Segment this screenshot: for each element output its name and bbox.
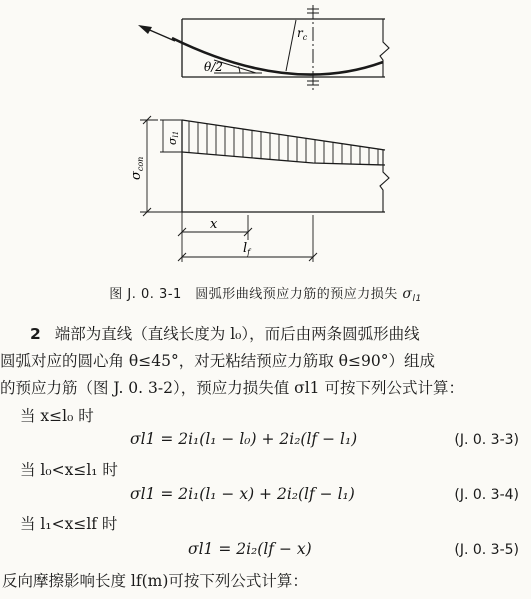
lf-dimension-label: $l_f$ xyxy=(243,241,251,257)
sigma-l1-label: σl1 xyxy=(166,130,180,145)
prestress-loss-figure xyxy=(0,0,531,280)
theta-half-label: θ/2 xyxy=(204,60,223,74)
figure-caption-symbol: σ xyxy=(402,286,413,302)
equation-number-3: (J. 0. 3-5) xyxy=(454,542,519,558)
paragraph-line-1-text: 端部为直线（直线长度为 l₀），而后由两条圆弧形曲线 xyxy=(54,325,420,343)
figure-caption xyxy=(0,283,531,304)
condition-1: 当 x≤l₀ 时 xyxy=(20,407,94,425)
paragraph-line-1 xyxy=(0,322,420,344)
condition-3: 当 l₁<x≤lf 时 xyxy=(20,515,118,533)
equation-number-2: (J. 0. 3-4) xyxy=(454,487,519,503)
rc-label: $r_c$ xyxy=(297,26,308,42)
figure-caption-text: 图 J. 0. 3-1 圆弧形曲线预应力筋的预应力损失 xyxy=(109,287,403,302)
formula-2: σl1 = 2i₁(l₁ − x) + 2i₂(lf − l₁) xyxy=(130,485,355,503)
x-dimension-label: x xyxy=(210,217,218,232)
sigma-con-label: $\sigma_{con}$ xyxy=(129,156,145,180)
condition-2: 当 l₀<x≤l₁ 时 xyxy=(20,461,118,479)
equation-number-1: (J. 0. 3-3) xyxy=(454,432,519,448)
paragraph-line-3: 的预应力筋（图 J. 0. 3-2），预应力损失值 σl1 可按下列公式计算： xyxy=(0,379,464,397)
paragraph-line-2: 圆弧对应的圆心角 θ≤45°，对无粘结预应力筋取 θ≤90°）组成 xyxy=(0,352,435,370)
formula-3: σl1 = 2i₂(lf − x) xyxy=(188,540,312,558)
formula-1: σl1 = 2i₁(l₁ − l₀) + 2i₂(lf − l₁) xyxy=(130,430,358,448)
paragraph-number: 2 xyxy=(30,325,41,343)
loss-diagram-hatching xyxy=(189,121,378,165)
figure-caption-symbol-sub: l1 xyxy=(412,294,422,304)
beam-elevation xyxy=(138,5,389,90)
paragraph-last-line: 反向摩擦影响长度 lf(m)可按下列公式计算： xyxy=(2,572,308,590)
